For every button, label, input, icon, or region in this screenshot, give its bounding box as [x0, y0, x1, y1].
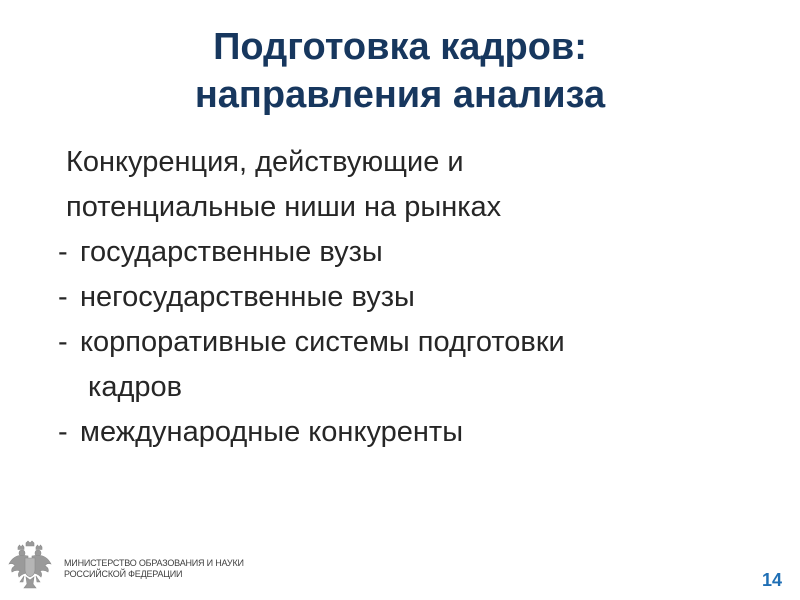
intro-paragraph: [58, 140, 788, 230]
list-item-corporate-training: [58, 320, 788, 410]
slide-title: [0, 23, 800, 119]
list-item-text: международные конкуренты: [80, 416, 464, 448]
ministry-name-line-1: МИНИСТЕРСТВО ОБРАЗОВАНИЯ И НАУКИ: [64, 558, 244, 568]
ministry-name: [64, 558, 244, 580]
list-dash: -: [58, 416, 68, 448]
slide-title-line-2: направления анализа: [194, 74, 606, 116]
list-item-international-competitors: [58, 410, 788, 455]
list-dash: -: [58, 326, 68, 358]
competitor-list: [58, 230, 788, 455]
page-number: 14: [761, 570, 782, 590]
intro-line-1: Конкуренция, действующие и: [66, 146, 464, 178]
list-dash: -: [58, 236, 68, 268]
list-dash: -: [58, 281, 68, 313]
list-item-state-universities: [58, 230, 788, 275]
intro-line-2: потенциальные ниши на рынках: [66, 191, 502, 223]
list-item-text: негосударственные вузы: [80, 281, 415, 313]
list-item-text-continued: кадров: [88, 371, 183, 403]
slide-body: [58, 140, 788, 455]
list-item-text: государственные вузы: [80, 236, 383, 268]
slide-title-line-1: Подготовка кадров:: [213, 26, 587, 68]
ministry-name-line-2: РОССИЙСКОЙ ФЕДЕРАЦИИ: [64, 569, 183, 579]
list-item-text: корпоративные системы подготовки: [80, 326, 565, 358]
russian-coat-of-arms-emblem-icon: [8, 540, 52, 590]
list-item-private-universities: [58, 275, 788, 320]
